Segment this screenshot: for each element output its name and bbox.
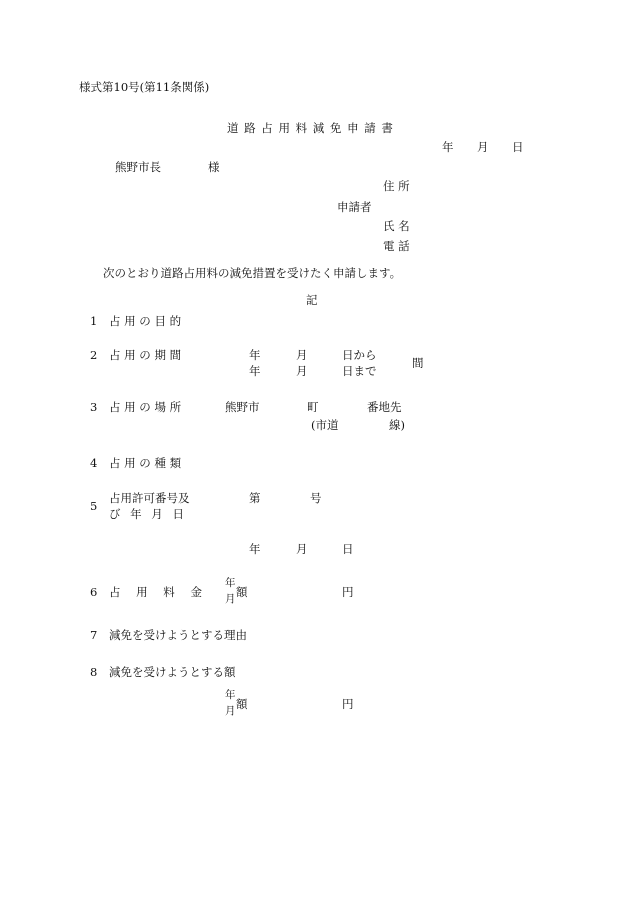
item-2-start-year: 年: [249, 348, 261, 362]
document-title: 道 路 占 用 料 減 免 申 請 書: [227, 121, 394, 135]
item-5-month: 月: [296, 542, 308, 556]
addressee-name: 熊野市長: [115, 160, 161, 174]
applicant-address-label: 住 所: [383, 179, 410, 193]
item-6-amount-label: 額: [236, 585, 248, 599]
item-2-end-month: 月: [296, 364, 308, 378]
item-5-number: 5: [90, 499, 98, 513]
item-3-town: 町: [307, 400, 319, 414]
item-6-label: 占 用 料 金: [109, 585, 208, 599]
item-5-label-line2: び 年 月 日: [109, 507, 187, 521]
applicant-name-label: 氏 名: [383, 219, 410, 233]
item-8-month: 月: [225, 705, 236, 717]
item-1-number: 1: [90, 314, 98, 328]
item-4-number: 4: [90, 456, 98, 470]
item-2-suffix: 間: [412, 356, 424, 370]
item-8-amount-label: 額: [236, 697, 248, 711]
item-8-label: 減免を受けようとする額: [109, 665, 236, 679]
item-6-month: 月: [225, 593, 236, 605]
item-1-label: 占 用 の 目 的: [109, 314, 182, 328]
item-2-end-day: 日まで: [342, 364, 377, 378]
intro-text: 次のとおり道路占用料の減免措置を受けたく申請します。: [103, 266, 402, 280]
item-2-label: 占 用 の 期 間: [109, 348, 182, 362]
ki-heading: 記: [306, 293, 318, 307]
date-day: 日: [512, 140, 524, 154]
item-5-year: 年: [249, 542, 261, 556]
item-3-block: 番地先: [367, 400, 402, 414]
item-2-number: 2: [90, 348, 98, 362]
item-2-end-year: 年: [249, 364, 261, 378]
item-6-yen: 円: [342, 585, 354, 599]
item-4-label: 占 用 の 種 類: [109, 456, 182, 470]
item-3-route-open: (市道: [311, 418, 339, 432]
item-5-dai: 第: [249, 491, 261, 505]
item-5-go: 号: [310, 491, 322, 505]
applicant-label: 申請者: [337, 200, 372, 214]
item-3-route-close: 線): [389, 418, 405, 432]
item-8-year: 年: [225, 689, 236, 701]
addressee-honorific: 様: [208, 160, 220, 174]
date-month: 月: [477, 140, 489, 154]
item-3-number: 3: [90, 400, 98, 414]
item-2-start-month: 月: [296, 348, 308, 362]
item-7-label: 減免を受けようとする理由: [109, 628, 247, 642]
date-year: 年: [442, 140, 454, 154]
item-6-number: 6: [90, 585, 98, 599]
item-5-day: 日: [342, 542, 354, 556]
item-8-number: 8: [90, 665, 98, 679]
item-3-city: 熊野市: [225, 400, 260, 414]
form-id: 様式第10号(第11条関係): [79, 80, 210, 94]
applicant-phone-label: 電 話: [383, 239, 410, 253]
item-8-yen: 円: [342, 697, 354, 711]
item-6-year: 年: [225, 577, 236, 589]
item-5-label-line1: 占用許可番号及: [109, 491, 190, 505]
item-3-label: 占 用 の 場 所: [109, 400, 182, 414]
item-2-start-day: 日から: [342, 348, 377, 362]
item-7-number: 7: [90, 628, 98, 642]
